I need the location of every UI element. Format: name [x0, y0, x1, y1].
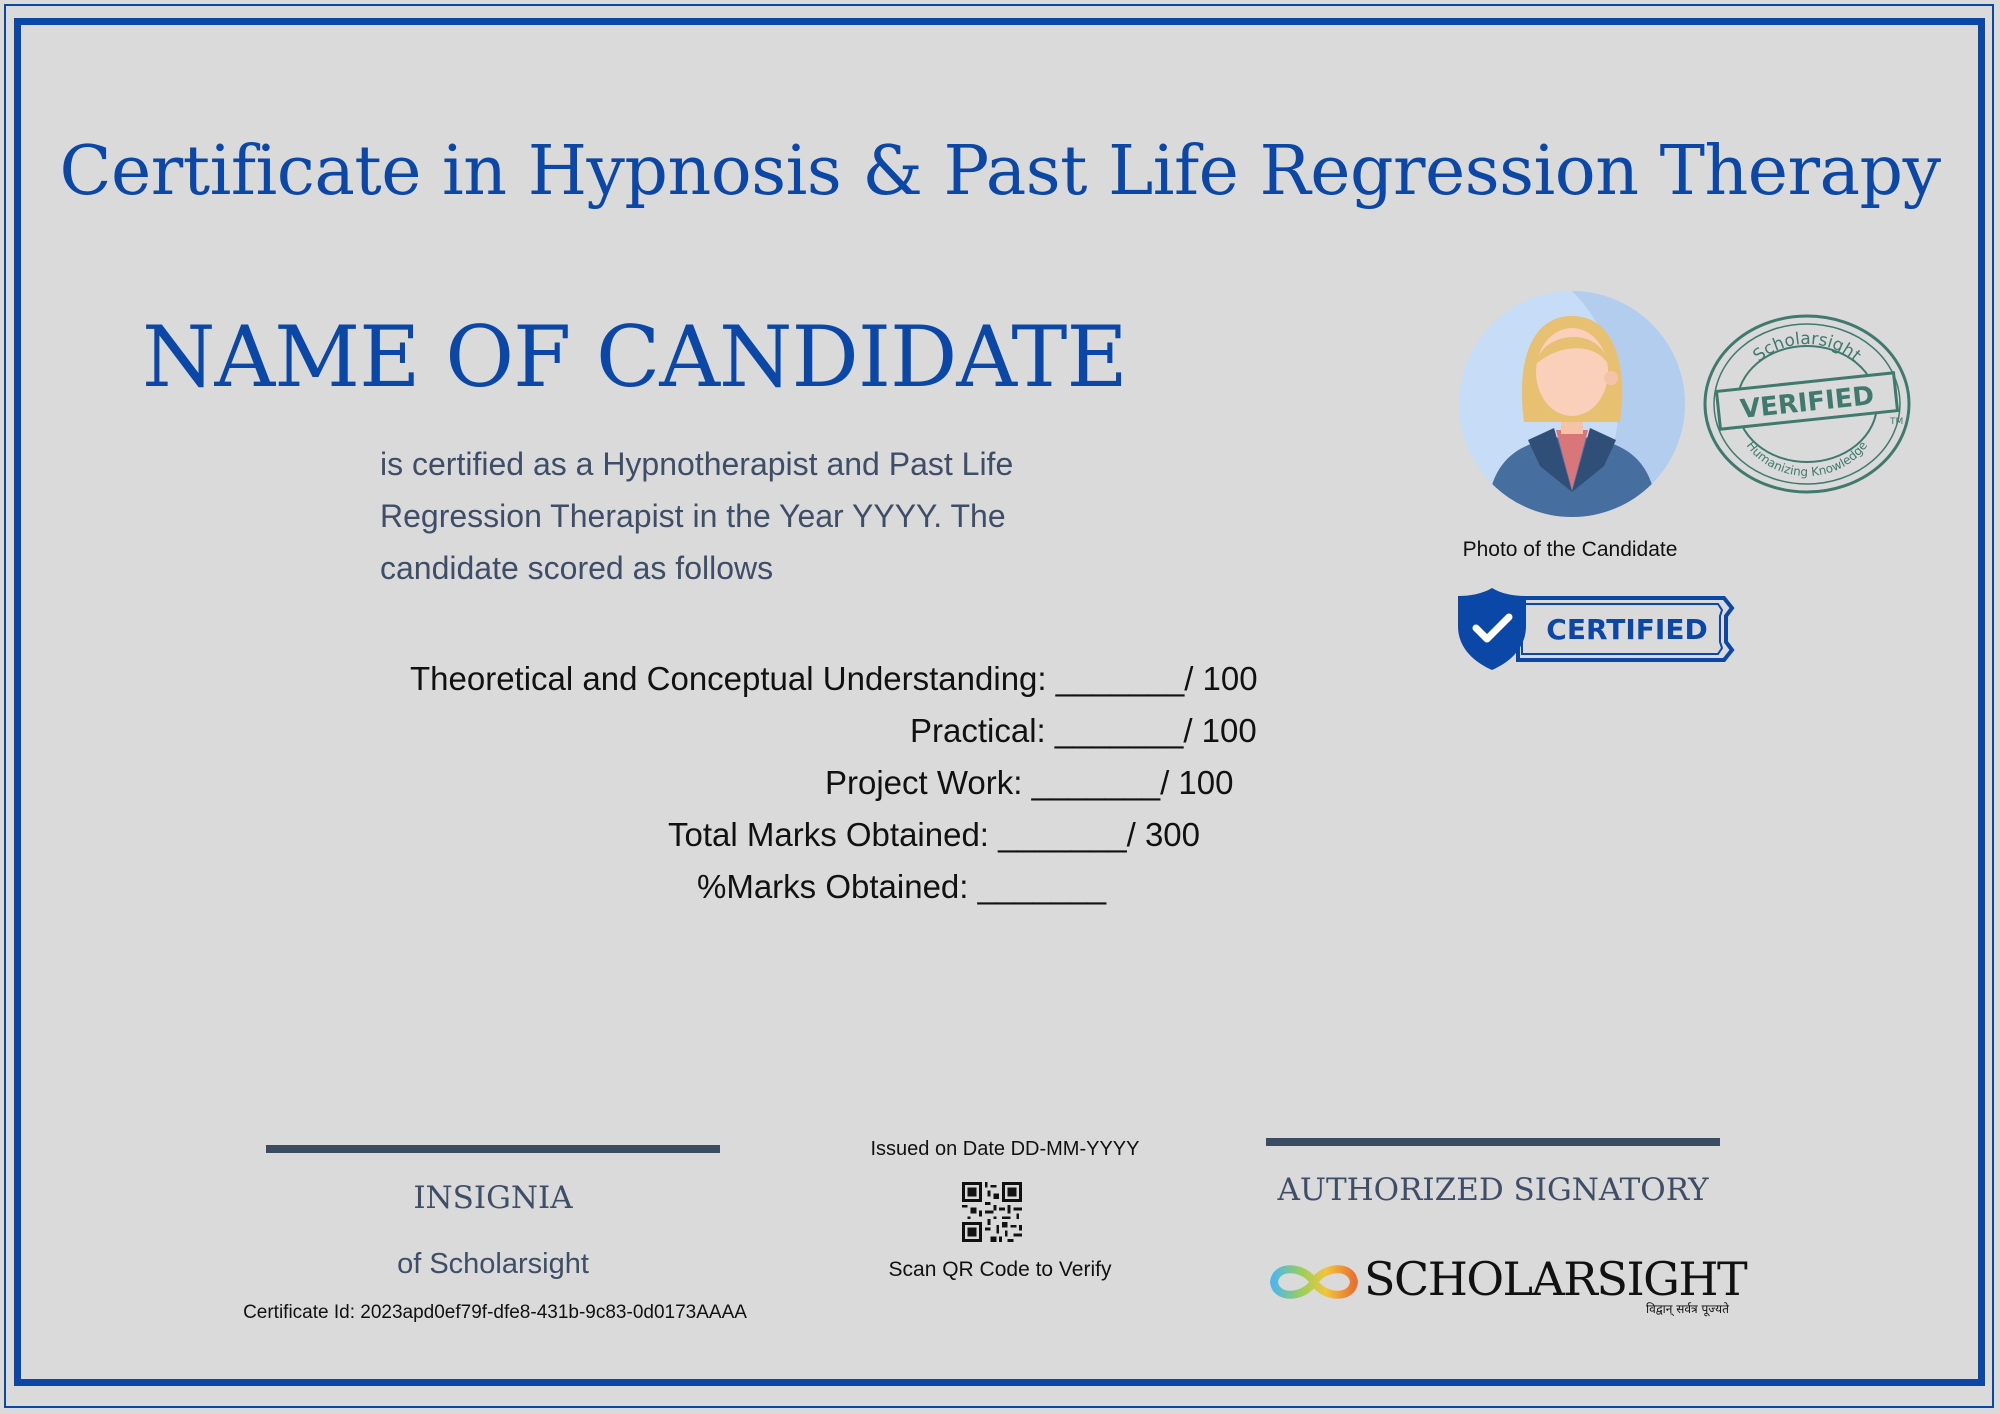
certificate-id: Certificate Id: 2023apd0ef79f-dfe8-431b-9c83-0d0173AAAA [243, 1302, 747, 1323]
description-line: Regression Therapist in the Year YYYY. The [380, 498, 1006, 534]
score-percentage: %Marks Obtained: _______ [697, 868, 1107, 905]
score-total: Total Marks Obtained: _______/ 300 [668, 816, 1201, 853]
score-theoretical: Theoretical and Conceptual Understanding: _______/ 100 [410, 660, 1258, 697]
signatory-line [1266, 1138, 1720, 1146]
insignia-heading: INSIGNIA [413, 1180, 573, 1216]
certified-badge [1456, 586, 1736, 672]
logo-tagline: विद्वान् सर्वत्र पूज्यते [1646, 1302, 1729, 1316]
svg-text:Humanizing Knowledge [1744, 439, 1870, 480]
scan-instruction: Scan QR Code to Verify [888, 1258, 1112, 1281]
certification-description [380, 438, 1100, 594]
score-practical: Practical: _______/ 100 [910, 712, 1257, 749]
description-line: is certified as a Hypnotherapist and Past Life [380, 446, 1014, 482]
infinity-logo-icon [1268, 1258, 1360, 1306]
description-line: candidate scored as follows [380, 550, 774, 586]
candidate-name: NAME OF CANDIDATE [142, 308, 1127, 406]
qr-code-icon[interactable] [962, 1182, 1022, 1242]
stamp-top-text: Scholarsight [1749, 328, 1865, 367]
stamp-tm-text: TM [1890, 417, 1904, 427]
authorized-signatory: AUTHORIZED SIGNATORY [1277, 1172, 1709, 1208]
verified-stamp-icon [1700, 312, 1914, 496]
shield-check-icon [1458, 588, 1526, 670]
stamp-bottom-text: Humanizing Knowledge [1743, 438, 1871, 480]
badge-text: CERTIFIED [1546, 613, 1708, 646]
svg-text:Scholarsight [1749, 329, 1865, 366]
logo-wordmark: SCHOLARSIGHT [1364, 1252, 1747, 1306]
score-project-work: Project Work: _______/ 100 [825, 764, 1234, 801]
issue-date: Issued on Date DD-MM-YYYY [870, 1138, 1140, 1160]
insignia-line [266, 1145, 720, 1153]
stamp-center-text: VERIFIED [1738, 381, 1876, 425]
certificate-title: Certificate in Hypnosis & Past Life Regression Therapy [59, 132, 1941, 211]
female-avatar-icon [1458, 290, 1686, 518]
photo-caption: Photo of the Candidate [1462, 538, 1678, 561]
insignia-subtitle: of Scholarsight [397, 1248, 589, 1280]
